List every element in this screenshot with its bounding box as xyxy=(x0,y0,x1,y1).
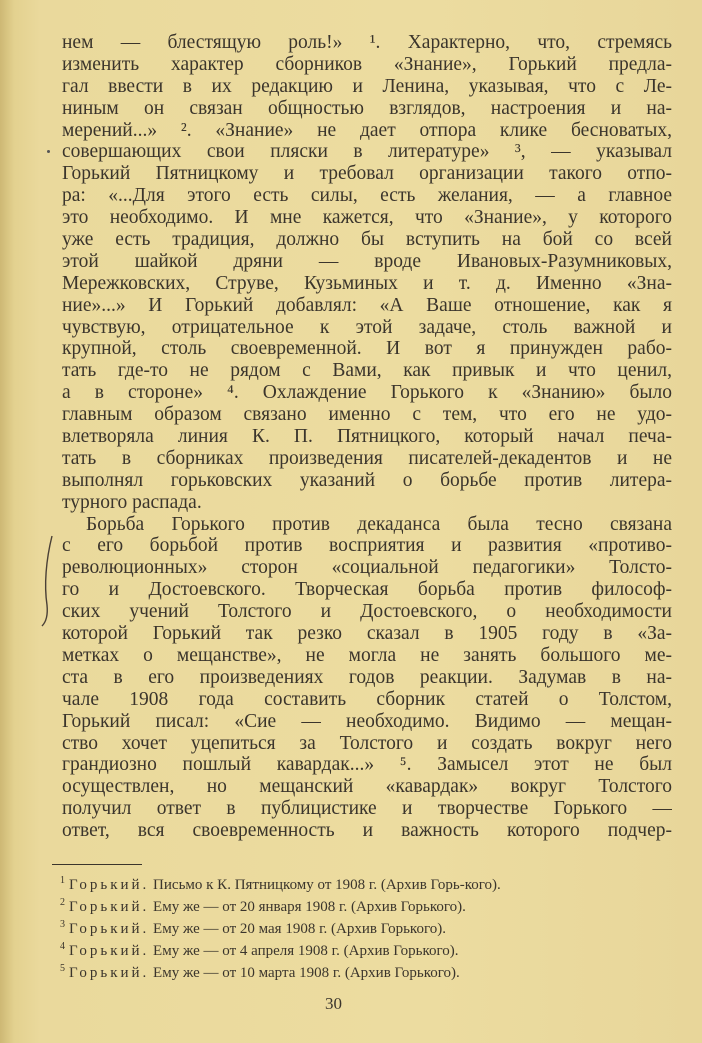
footnote xyxy=(50,894,670,916)
footnote-separator xyxy=(52,864,142,865)
text-line: уже есть традиция, должно бы вступить на бой со всей xyxy=(62,229,672,251)
text-line: этой шайкой дряни — вроде Ивановых-Разумниковых, xyxy=(62,250,672,272)
text-line: которой Горький так резко сказал в 1905 году в «За- xyxy=(62,623,672,645)
text-line: турного распада. xyxy=(62,491,202,513)
footnotes xyxy=(50,872,670,982)
text-line: влетворяла линия К. П. Пятницкого, который начал печа- xyxy=(62,426,672,448)
text-line: Мережковских, Струве, Кузьминых и т. д. Именно «Зна- xyxy=(62,272,672,294)
text-line: гал ввести в их редакцию и Ленина, указывая, что с Ле- xyxy=(62,75,672,97)
footnote xyxy=(50,960,670,982)
text-line: осуществлен, но мещанский «кавардак» вокруг Толстого xyxy=(62,776,672,798)
text-line: го и Достоевского. Творческая борьба против философ- xyxy=(62,579,672,601)
margin-dot xyxy=(47,150,50,153)
footnote-author: Горький. xyxy=(69,943,150,959)
text-line: чувствую, отрицательное к этой задаче, столь важной и xyxy=(62,316,672,338)
text-line: Борьба Горького против декаданса была тесно связана xyxy=(86,513,672,535)
footnote-number: 3 xyxy=(60,919,65,930)
footnote xyxy=(50,938,670,960)
pencil-margin-bracket xyxy=(38,530,58,630)
footnote xyxy=(50,916,670,938)
footnote-number: 2 xyxy=(60,897,65,908)
text-line: совершающих свои пляски в литературе» ³, — указывал xyxy=(62,141,672,163)
footnote-number: 5 xyxy=(60,963,65,974)
text-line: крупной, столь своевременной. И вот я принужден рабо- xyxy=(62,338,672,360)
text-line: ние»...» И Горький добавлял: «А Ваше отношение, как я xyxy=(62,294,672,316)
footnote-author: Горький. xyxy=(69,877,150,893)
page-number: 30 xyxy=(325,994,342,1013)
text-line: с его борьбой против восприятия и развития «противо- xyxy=(62,535,672,557)
text-line: грандиозно пошлый кавардак...» ⁵. Замысел этот не был xyxy=(62,754,672,776)
text-line: Горький писал: «Сие — необходимо. Видимо — мещан- xyxy=(62,710,672,732)
text-line: революционных» сторон «социальной педагогики» Толсто- xyxy=(62,557,672,579)
footnote-author: Горький. xyxy=(69,921,150,937)
text-line: ра: «...Для этого есть силы, есть желания, — а главное xyxy=(62,185,672,207)
text-line: тать где-то не рядом с Вами, как привык и что ценил, xyxy=(62,360,672,382)
text-line: мерений...» ². «Знание» не дает отпора клике бесноватых, xyxy=(62,119,672,141)
text-line: Горький Пятницкому и требовал организации такого отпо- xyxy=(62,163,672,185)
text-line: ских учений Толстого и Достоевского, о необходимости xyxy=(62,601,672,623)
text-line: получил ответ в публицистике и творчестве Горького — xyxy=(62,798,672,820)
text-line: тать в сборниках произведения писателей-декадентов и не xyxy=(62,447,672,469)
text-line: ста в его произведениях годов реакции. Задумав в на- xyxy=(62,666,672,688)
text-line: нем — блестящую роль!» ¹. Характерно, что, стремясь xyxy=(62,32,672,53)
footnote-text: Ему же — от 20 мая 1908 г. (Архив Горького). xyxy=(153,921,446,937)
text-line: чале 1908 года составить сборник статей о Толстом, xyxy=(62,688,672,710)
text-line: метках о мещанстве», не могла не занять большого ме- xyxy=(62,644,672,666)
footnote-author: Горький. xyxy=(69,965,150,981)
footnote-text: Письмо к К. Пятницкому от 1908 г. (Архив Горь-кого). xyxy=(153,877,501,893)
footnote-author: Горький. xyxy=(69,899,150,915)
footnote-number: 1 xyxy=(60,875,65,886)
footnote-text: Ему же — от 20 января 1908 г. (Архив Горького). xyxy=(153,899,466,915)
text-line: выполнял горьковских указаний о борьбе против литера- xyxy=(62,469,672,491)
footnote-text: Ему же — от 4 апреля 1908 г. (Архив Горького). xyxy=(153,943,459,959)
footnote-text: Ему же — от 10 марта 1908 г. (Архив Горького). xyxy=(153,965,460,981)
footnote xyxy=(50,872,670,894)
text-line: ответ, вся своевременность и важность которого подчер- xyxy=(62,820,672,842)
text-line: ниным он связан общностью взглядов, настроения и на- xyxy=(62,97,672,119)
text-line: главным образом связано именно с тем, что его не удо- xyxy=(62,404,672,426)
body-text xyxy=(62,32,672,842)
footnote-number: 4 xyxy=(60,941,65,952)
text-line: а в стороне» ⁴. Охлаждение Горького к «Знанию» было xyxy=(62,382,672,404)
text-line: ство хочет уцепиться за Толстого и создать вокруг него xyxy=(62,732,672,754)
text-line: это необходимо. И мне кажется, что «Знание», у которого xyxy=(62,207,672,229)
text-line: изменить характер сборников «Знание», Горький предла- xyxy=(62,53,672,75)
